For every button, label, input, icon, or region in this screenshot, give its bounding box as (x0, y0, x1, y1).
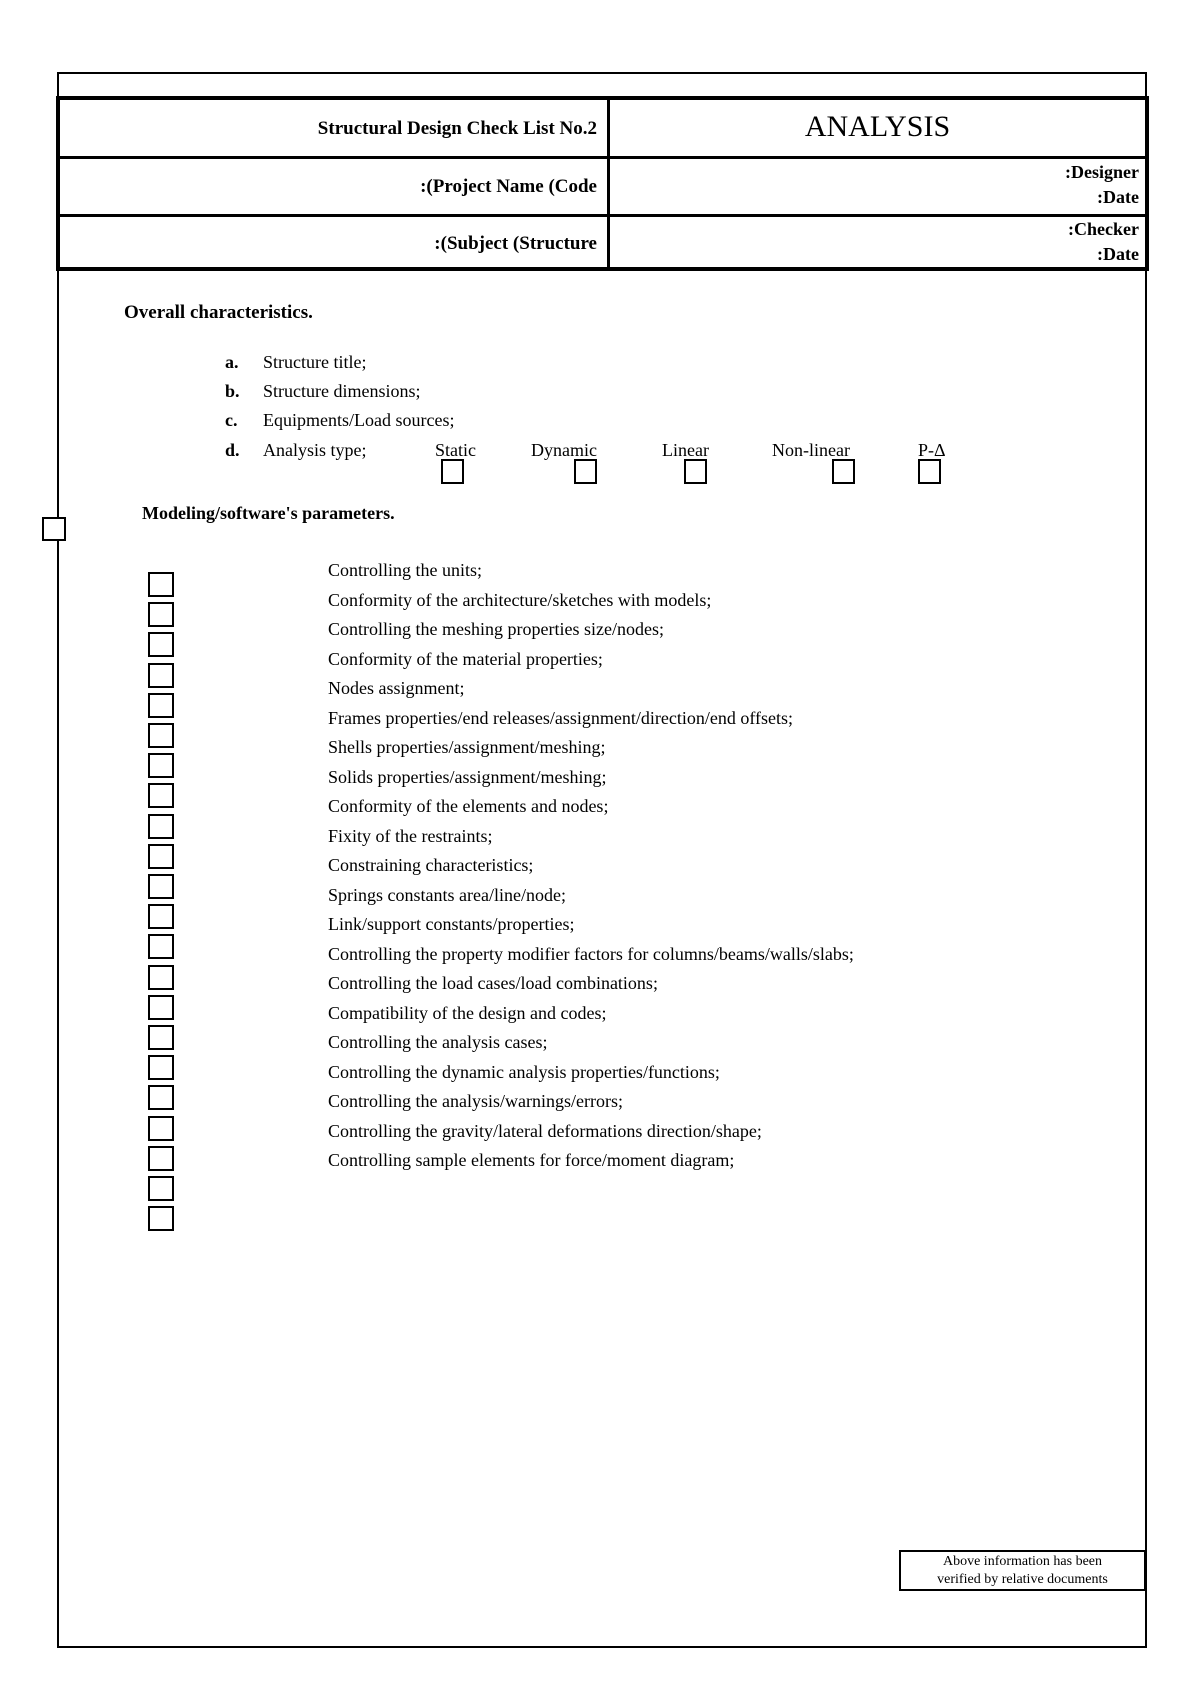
item-letter: d. (225, 440, 240, 460)
checklist-item-checkbox[interactable] (148, 753, 174, 778)
header-table (56, 96, 1149, 271)
option-linear-label: Linear (662, 440, 709, 460)
checklist-item-label: Solids properties/assignment/meshing; (328, 766, 607, 787)
margin-checkbox[interactable] (42, 517, 66, 541)
checklist-item-checkbox[interactable] (148, 874, 174, 899)
header-row-title (60, 100, 1145, 159)
checklist-item-label: Controlling the units; (328, 560, 483, 580)
project-label: :(Project Name (Code (420, 176, 597, 197)
section-title: ANALYSIS (804, 110, 951, 143)
item-letter: b. (225, 381, 240, 401)
checklist-item-label: Controlling the gravity/lateral deformations direction/shape; (328, 1120, 762, 1141)
header-cell (60, 100, 610, 156)
option-static-checkbox[interactable] (441, 459, 464, 484)
item-letter: a. (225, 352, 239, 372)
checker-label: :Checker (1068, 219, 1139, 239)
checklist-item-label: Controlling sample elements for force/moment diagram; (328, 1150, 735, 1170)
checklist-item-label: Controlling the meshing properties size/nodes; (328, 619, 664, 639)
designer-label: :Designer (1065, 162, 1139, 182)
checklist-title: Structural Design Check List No.2 (317, 118, 597, 139)
checklist-item-checkbox[interactable] (148, 1176, 174, 1201)
checklist-item-label: Constraining characteristics; (328, 855, 534, 875)
project-name-field[interactable] (60, 159, 610, 214)
checklist-item-label: Compatibility of the design and codes; (328, 1002, 607, 1023)
checklist-item-checkbox[interactable] (148, 1025, 174, 1050)
verification-note (899, 1550, 1146, 1591)
item-text: Equipments/Load sources; (263, 410, 455, 430)
checklist-item-checkbox[interactable] (148, 934, 174, 959)
checklist-item-checkbox[interactable] (148, 1146, 174, 1171)
checklist-item-checkbox[interactable] (148, 602, 174, 627)
modeling-heading: Modeling/software's parameters. (142, 503, 395, 523)
checklist-item-checkbox[interactable] (148, 965, 174, 990)
option-linear-checkbox[interactable] (684, 459, 707, 484)
option-static-label: Static (435, 440, 476, 460)
subject-label: :(Subject (Structure (434, 233, 597, 254)
option-nonlinear-checkbox[interactable] (832, 459, 855, 484)
header-row-subject (60, 217, 1145, 271)
option-pdelta-checkbox[interactable] (918, 459, 941, 484)
checklist-item-checkbox[interactable] (148, 904, 174, 929)
checklist-item-label: Controlling the property modifier factors for columns/beams/walls/slabs; (328, 943, 854, 964)
checker-field[interactable] (610, 217, 1145, 271)
note-line: Above information has been (942, 1554, 1102, 1569)
checklist-item-checkbox[interactable] (148, 814, 174, 839)
checklist-item-checkbox[interactable] (148, 572, 174, 597)
checklist-item-label: Controlling the analysis/warnings/errors; (328, 1091, 623, 1111)
overall-item (225, 352, 366, 373)
checklist-item-label: Fixity of the restraints; (328, 825, 493, 846)
checklist-item-checkbox[interactable] (148, 1085, 174, 1110)
designer-field[interactable] (610, 159, 1145, 214)
checklist-item-checkbox[interactable] (148, 1116, 174, 1141)
subject-field[interactable] (60, 217, 610, 271)
checklist-item-label: Conformity of the material properties; (328, 648, 603, 669)
checklist-item-label: Shells properties/assignment/meshing; (328, 737, 606, 757)
header-row-project (60, 159, 1145, 217)
option-dynamic-checkbox[interactable] (574, 459, 597, 484)
header-cell (610, 100, 1145, 156)
item-text: Structure dimensions; (263, 381, 421, 401)
option-pdelta-label: P-Δ (918, 440, 946, 460)
option-nonlinear-label: Non-linear (772, 440, 850, 460)
checklist-item-label: Controlling the analysis cases; (328, 1032, 548, 1052)
checklist-item-label: Controlling the load cases/load combinations; (328, 973, 658, 993)
checklist-item-checkbox[interactable] (148, 995, 174, 1020)
checklist-item-label: Springs constants area/line/node; (328, 884, 566, 905)
checklist-item-label: Controlling the dynamic analysis properties/functions; (328, 1061, 720, 1082)
overall-item (225, 410, 454, 431)
checklist-item-label: Frames properties/end releases/assignment/direction/end offsets; (328, 707, 794, 728)
overall-heading: Overall characteristics. (124, 302, 313, 323)
item-letter: c. (225, 410, 238, 430)
checklist-item-checkbox[interactable] (148, 844, 174, 869)
checklist-item-label: Conformity of the architecture/sketches with models; (328, 589, 712, 610)
checklist-item-checkbox[interactable] (148, 693, 174, 718)
checklist-item-checkbox[interactable] (148, 1055, 174, 1080)
overall-item (225, 440, 367, 461)
checklist-item-checkbox[interactable] (148, 632, 174, 657)
checklist-item-label: Conformity of the elements and nodes; (328, 796, 609, 816)
option-dynamic-label: Dynamic (531, 440, 597, 460)
checklist-item-checkbox[interactable] (148, 723, 174, 748)
checker-date-label: :Date (1097, 244, 1139, 264)
designer-date-label: :Date (1097, 187, 1139, 207)
item-text: Structure title; (263, 352, 367, 372)
note-line: verified by relative documents (937, 1572, 1108, 1587)
checklist-item-label: Nodes assignment; (328, 678, 465, 698)
checklist-item-checkbox[interactable] (148, 783, 174, 808)
checklist-item-checkbox[interactable] (148, 1206, 174, 1231)
overall-item (225, 381, 420, 402)
item-text: Analysis type; (263, 440, 367, 460)
checklist-item-checkbox[interactable] (148, 663, 174, 688)
checklist-item-label: Link/support constants/properties; (328, 914, 575, 934)
